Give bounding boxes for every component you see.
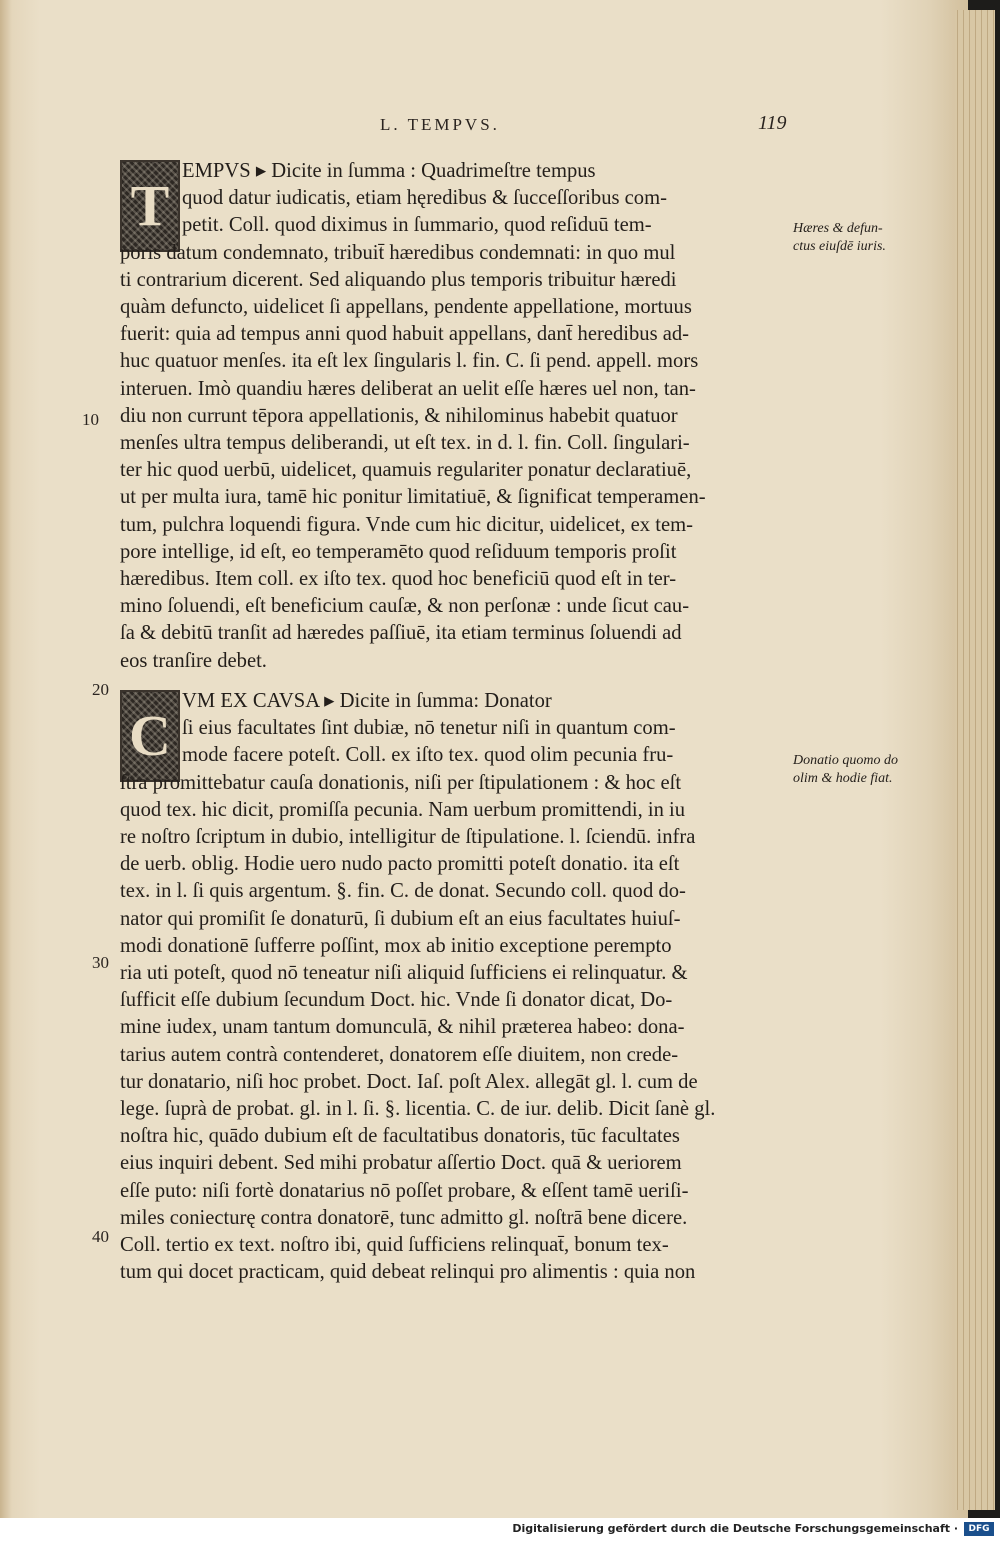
text-line: ti contrarium dicerent. Sed aliquando plus temporis tribuitur hæredi <box>120 268 677 291</box>
text-line: miles coniecturę contra donatorē, tunc admitto gl. noſtrā bene dicere. <box>120 1206 688 1229</box>
text-line: EMPVS ▸ Dicite in ſumma : Quadrimeſtre tempus <box>182 160 596 182</box>
text-line: Coll. tertio ex text. noſtro ibi, quid ſufficiens relinquat̄, bonum tex- <box>120 1234 669 1257</box>
text-line: re noſtro ſcriptum in dubio, intelligitur de ſtipulatione. l. ſciendū. infra <box>120 826 696 849</box>
text-line: quod datur iudicatis, etiam hęredibus & ſucceſſoribus com- <box>182 187 667 210</box>
text-line: ſufficit eſſe dubium ſecundum Doct. hic. Vnde ſi donator dicat, Do- <box>120 989 673 1012</box>
text-line: tex. in l. ſi quis argentum. §. fin. C. de donat. Secundo coll. quod do- <box>120 880 686 903</box>
text-line: eius inquiri debent. Sed mihi probatur aſſertio Doct. quā & ueriorem <box>120 1152 682 1175</box>
text-line: pore intellige, id eſt, eo temperamēto quod reſiduum temporis proſit <box>120 540 677 563</box>
text-line: ſtra promittebatur cauſa donationis, niſi per ſtipulationem : & hoc eſt <box>120 771 682 794</box>
text-line: eſſe puto: niſi fortè donatarius nō poſſet probare, & eſſent tamē ueriſi- <box>120 1179 689 1202</box>
line-number: 30 <box>92 953 109 972</box>
text-line: mine iudex, unam tantum domunculā, & nihil præterea habeo: dona- <box>120 1016 685 1039</box>
text-line: quàm defuncto, uidelicet ſi appellans, pendente appellatione, mortuus <box>120 296 692 319</box>
running-title: L. TEMPVS. <box>380 115 500 134</box>
text-line: ut per multa iura, tamē hic ponitur limitatiuē, & ſignificat temperamen- <box>120 486 706 509</box>
text-line: lege. ſuprà de probat. gl. in l. ſi. §. licentia. C. de iur. delib. Dicit ſanè gl. <box>120 1098 716 1121</box>
text-line: mino ſoluendi, eſt beneficium cauſæ, & non perſonæ : unde ſicut cau- <box>120 595 690 618</box>
line-number: 40 <box>92 1227 109 1246</box>
margin-note: Hæres & defun- ctus eiuſdē iuris. <box>793 221 886 254</box>
text-line: interuen. Imò quandiu hæres deliberat an uelit eſſe hæres uel non, tan- <box>120 377 696 400</box>
page-edge <box>955 10 995 1510</box>
text-line: modi donationē ſufferre poſſint, mox ab initio exceptione perempto <box>120 934 672 957</box>
text-line: VM EX CAVSA ▸ Dicite in ſumma: Donator <box>182 690 552 712</box>
text-line: ſa & debitū tranſit ad hæredes paſſiuē, ita etiam terminus ſoluendi ad <box>120 622 682 645</box>
footer-strip <box>0 1518 1000 1541</box>
margin-note: Donatio quomo do olim & hodie fiat. <box>793 753 898 786</box>
text-line: fuerit: quia ad tempus anni quod habuit appellans, dant̄ heredibus ad- <box>120 323 690 346</box>
text-line: huc quatuor menſes. ita eſt lex ſingularis l. fin. C. ſi pend. appell. mors <box>120 350 699 373</box>
dropcap-initial: C <box>120 690 180 782</box>
text-line: tum qui docet practicam, quid debeat relinqui pro alimentis : quia non <box>120 1261 696 1284</box>
line-number: 20 <box>92 680 109 699</box>
text-line: petit. Coll. quod diximus in ſummario, quod reſiduū tem- <box>182 214 652 237</box>
text-line: eos tranſire debet. <box>120 649 267 672</box>
folio-number: 119 <box>758 112 787 134</box>
dfg-logo: DFG <box>964 1522 994 1536</box>
text-line: noſtra hic, quādo dubium eſt de facultatibus donatoris, tūc facultates <box>120 1125 680 1148</box>
digitization-credit: Digitalisierung gefördert durch die Deutsche Forschungsgemeinschaft · <box>512 1522 958 1535</box>
text-line: tarius autem contrà contenderet, donatorem eſſe diuitem, non crede- <box>120 1043 679 1066</box>
section-cum-ex-causa <box>120 688 785 1286</box>
text-line: nator qui promiſit ſe donaturū, ſi dubium eſt an eius facultates huiuſ- <box>120 907 681 930</box>
text-line: de uerb. oblig. Hodie uero nudo pacto promitti poteſt donatio. ita eſt <box>120 853 680 876</box>
text-line: quod tex. hic dicit, promiſſa pecunia. Nam uerbum promittendi, in iu <box>120 798 686 821</box>
text-line: hæredibus. Item coll. ex iſto tex. quod hoc beneficiū quod eſt in ter- <box>120 568 677 591</box>
dropcap-initial: T <box>120 160 180 252</box>
text-line: diu non currunt tēpora appellationis, & nihilominus habebit quatuor <box>120 404 678 427</box>
section-tempus <box>120 158 785 675</box>
text-line: mode facere poteſt. Coll. ex iſto tex. quod olim pecunia fru- <box>182 744 674 767</box>
text-line: ria uti poteſt, quod nō teneatur niſi aliquid ſufficiens ei relinquatur. & <box>120 962 688 985</box>
text-line: poris datum condemnato, tribuit̄ hæredibus condemnati: in quo mul <box>120 241 676 264</box>
text-line: ſi eius facultates ſint dubiæ, nō tenetur niſi in quantum com- <box>182 717 676 740</box>
text-line: tum, pulchra loquendi figura. Vnde cum hic dicitur, uidelicet, ex tem- <box>120 513 693 536</box>
text-line: menſes ultra tempus deliberandi, ut eſt tex. in d. l. fin. Coll. ſingulari- <box>120 432 690 455</box>
text-line: tur donatario, niſi hoc probet. Doct. Iaſ. poſt Alex. allegāt gl. l. cum de <box>120 1070 698 1093</box>
text-line: ter hic quod uerbū, uidelicet, quamuis regulariter ponatur declaratiuē, <box>120 459 692 482</box>
line-number: 10 <box>82 410 99 429</box>
